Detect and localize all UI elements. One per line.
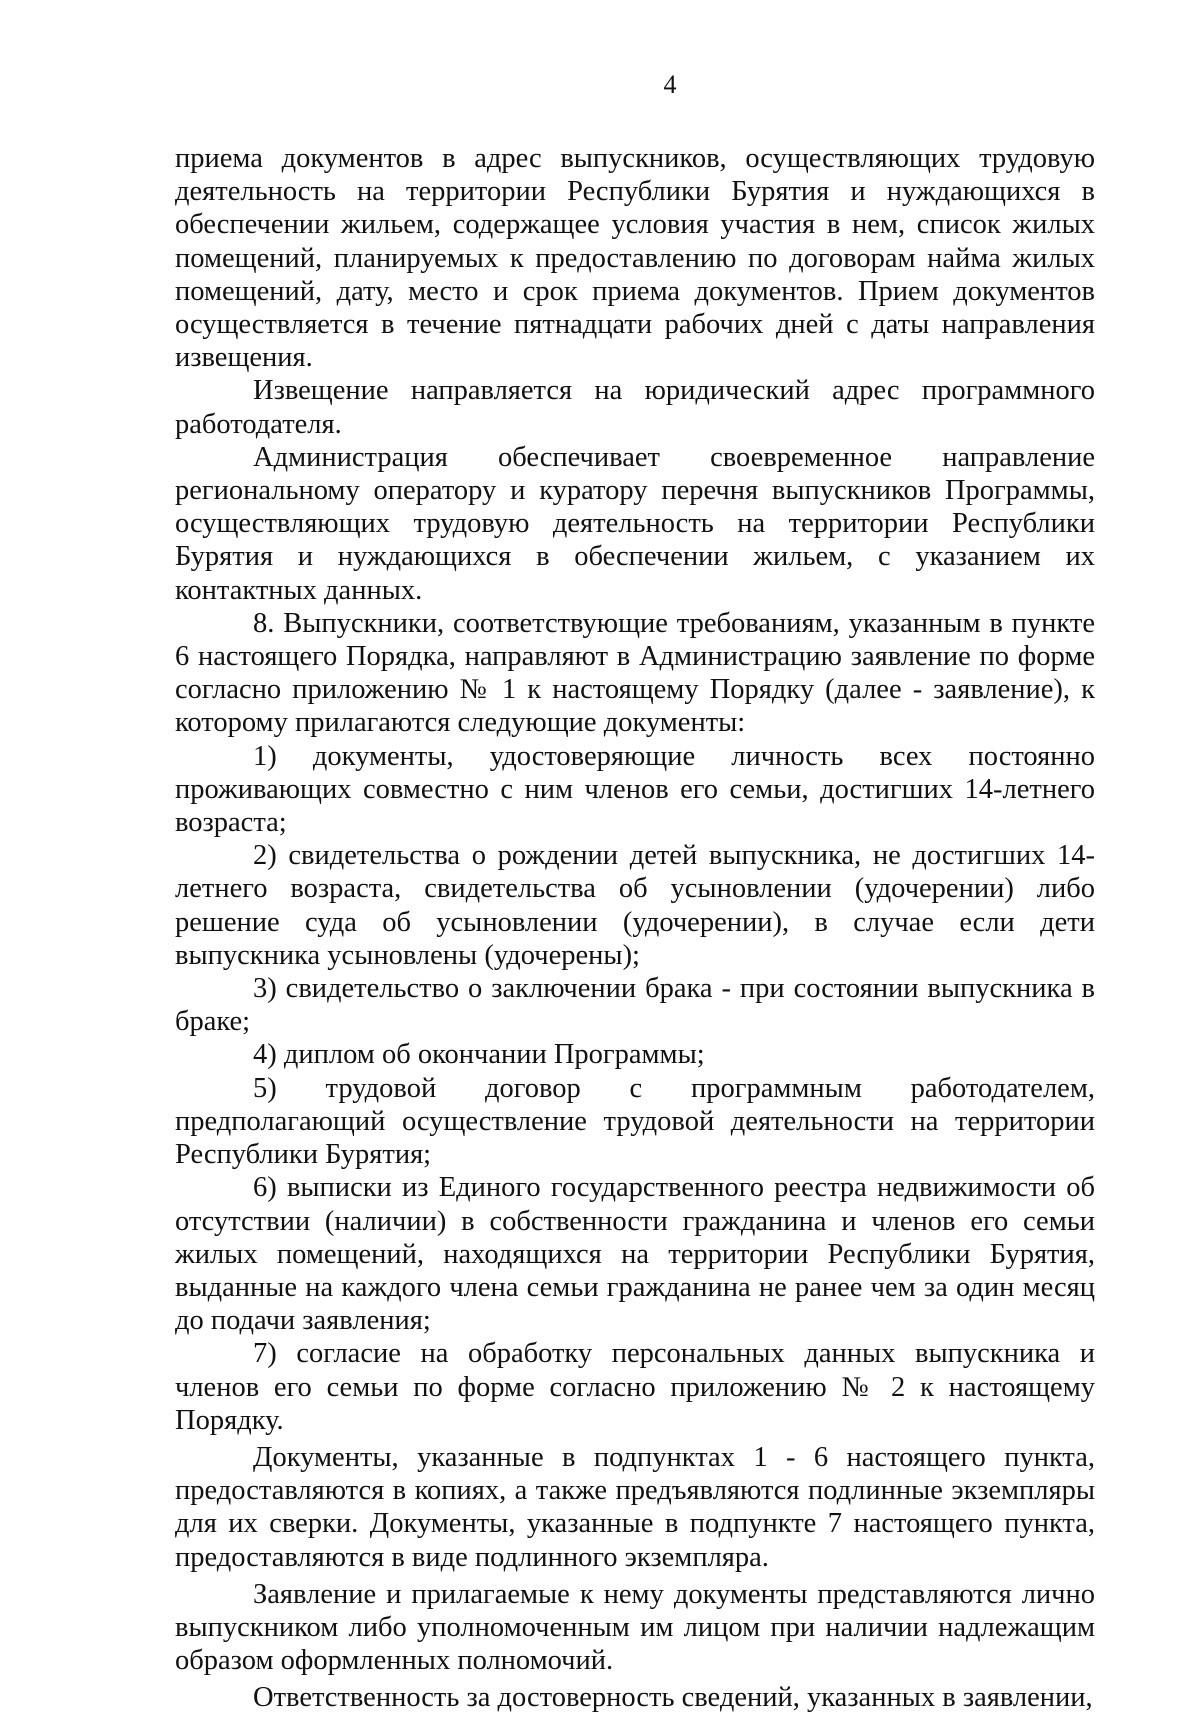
paragraph-item-8: 8. Выпускники, соответствующие требованиям, указанным в пункте 6 настоящего Порядка, направляют в Администрацию заявление по форме согласно приложению № 1 к настоящему Порядку (далее - заявление), к которому прилагаются следующие документы: bbox=[175, 607, 1095, 739]
paragraph-responsibility: Ответственность за достоверность сведений, указанных в заявлении, bbox=[253, 1682, 1093, 1714]
page-number: 4 bbox=[663, 70, 677, 99]
list-item-7: 7) согласие на обработку персональных данных выпускника и членов его семьи по форме согласно приложению № 2 к настоящему Порядку. bbox=[175, 1338, 1095, 1436]
paragraph-continuation: приема документов в адрес выпускников, осуществляющих трудовую деятельность на территории Республики Бурятия и нуждающихся в обеспечении жильем, содержащее условия участия в нем, список жилых помещений, планируемых к предоставлению по договорам найма жилых помещений, дату, место и срок приема документов. Прием документов осуществляется в течение пятнадцати рабочих дней с даты направления извещения. bbox=[175, 143, 1095, 374]
list-item-1: 1) документы, удостоверяющие личность всех постоянно проживающих совместно с ним членов его семьи, достигших 14-летнего возраста; bbox=[175, 740, 1095, 839]
paragraph-administration-duty: Администрация обеспечивает своевременное направление региональному оператору и куратору перечня выпускников Программы, осуществляющих трудовую деятельность на территории Республики Бурятия и нуждающихся в обеспечении жильем, с указанием их контактных данных. bbox=[175, 441, 1095, 606]
paragraph-submission: Заявление и прилагаемые к нему документы представляются лично выпускником либо уполномоченным им лицом при наличии надлежащим образом оформленных полномочий. bbox=[175, 1578, 1095, 1677]
list-item-4: 4) диплом об окончании Программы; bbox=[253, 1039, 705, 1071]
paragraph-notice-address: Извещение направляется на юридический адрес программного работодателя. bbox=[175, 375, 1095, 440]
paragraph-documents-copies: Документы, указанные в подпунктах 1 - 6 настоящего пункта, предоставляются в копиях, а также предъявляются подлинные экземпляры для их сверки. Документы, указанные в подпункте 7 настоящего пункта, предоставляются в виде подлинного экземпляра. bbox=[175, 1441, 1095, 1573]
list-item-2: 2) свидетельства о рождении детей выпускника, не достигших 14-летнего возраста, свидетельства об усыновлении (удочерении) либо решение суда об усыновлении (удочерении), в случае если дети выпускника усыновлены (удочерены); bbox=[175, 840, 1095, 971]
document-body bbox=[175, 142, 1095, 1715]
list-item-6: 6) выписки из Единого государственного реестра недвижимости об отсутствии (наличии) в собственности гражданина и членов его семьи жилых помещений, находящихся на территории Республики Бурятия, выданные на каждого члена семьи гражданина не ранее чем за один месяц до подачи заявления; bbox=[175, 1172, 1095, 1337]
list-item-3: 3) свидетельство о заключении брака - при состоянии выпускника в браке; bbox=[175, 973, 1095, 1038]
list-item-5: 5) трудовой договор с программным работодателем, предполагающий осуществление трудовой деятельности на территории Республики Бурятия; bbox=[175, 1072, 1095, 1171]
